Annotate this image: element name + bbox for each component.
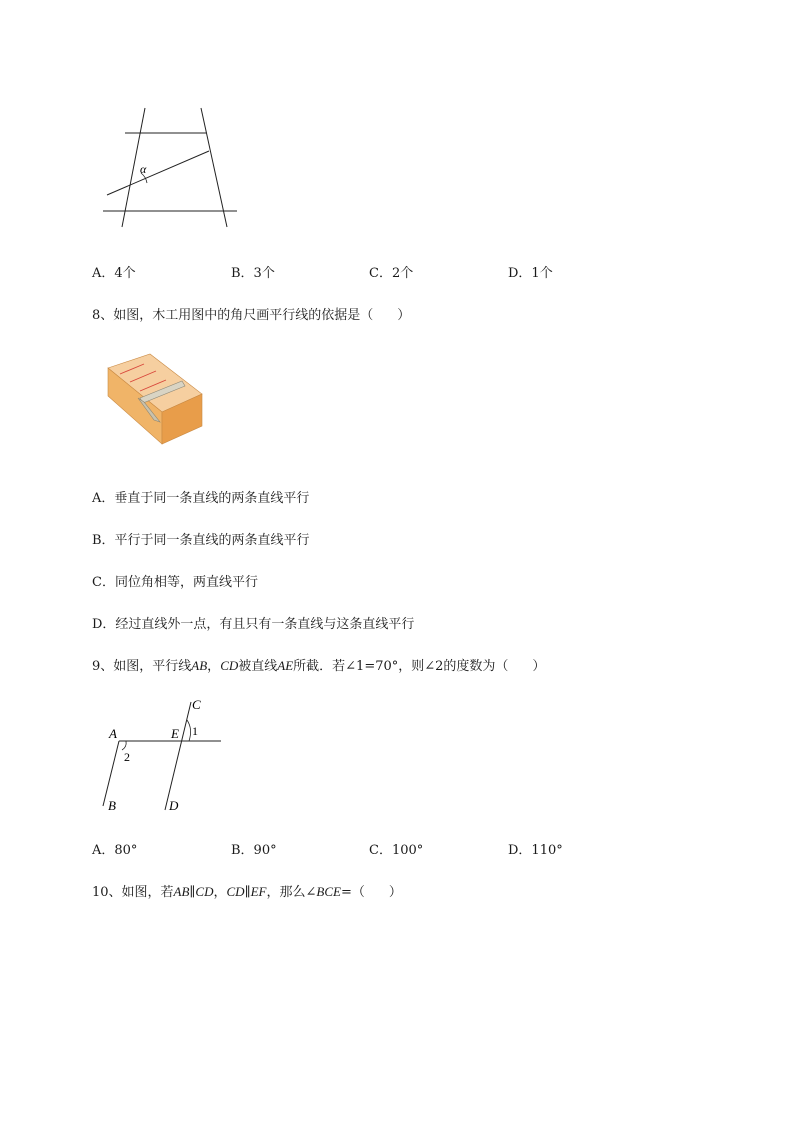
q9-ab: AB [191,658,208,673]
q7-option-d[interactable]: D．1个 [508,266,553,281]
q8-carpenter-square-figure [104,350,206,446]
q9-label-d: D [169,798,179,813]
q9-text-d: 所截．若∠1=70°，则∠2的度数为（ [293,659,509,674]
q8-option-b[interactable]: B．平行于同一条直线的两条直线平行 [92,533,310,548]
q7-option-c[interactable]: C．2个 [369,266,414,281]
q9-label-1: 1 [192,724,198,738]
q9-label-e: E [171,726,179,741]
q9-text-b: ， [207,659,221,674]
q8-question-close: ） [397,308,411,323]
q9-line-cd [165,702,191,810]
q9-angle-1-arc [187,720,191,741]
q9-option-a[interactable]: A．80° [92,843,138,858]
q9-angle-2-arc [122,741,126,750]
q7-figure [95,100,245,235]
q10-text-c: ，那么∠ [266,885,317,900]
q7-slant-line [107,151,209,195]
q7-option-a[interactable]: A．4个 [92,266,136,281]
q9-line-ab [103,741,119,806]
q10-text-b: ， [213,885,227,900]
q9-cd: CD [220,658,239,673]
q9-label-a: A [109,726,117,741]
q7-option-b[interactable]: B．3个 [231,266,275,281]
q9-text-e: ） [532,659,546,674]
q10-text-a: 10、如图，若 [92,885,174,900]
q9-label-c: C [192,697,201,712]
q10-bce: BCE [316,884,341,899]
q10-text-e: ） [388,885,402,900]
q9-ae: AE [277,658,294,673]
q8-option-d[interactable]: D．经过直线外一点，有且只有一条直线与这条直线平行 [92,617,415,632]
q7-right-line [201,108,227,227]
q8-question-text: 8、如图，木工用图中的角尺画平行线的依据是（ [92,308,374,323]
q9-option-c[interactable]: C．100° [369,843,424,858]
q8-option-a[interactable]: A．垂直于同一条直线的两条直线平行 [92,491,310,506]
q9-label-b: B [108,798,116,813]
q8-question [92,304,410,323]
q9-label-2: 2 [124,750,130,764]
q10-ab-cd: AB∥CD [173,884,214,899]
q10-text-d: =（ [340,885,365,900]
q9-figure [98,695,226,817]
q9-option-b[interactable]: B．90° [231,843,277,858]
q9-question [92,655,545,674]
q10-cd-ef: CD∥EF [226,884,267,899]
q7-alpha-label: α [140,162,147,176]
q9-text-a: 9、如图，平行线 [92,659,192,674]
q9-option-d[interactable]: D．110° [508,843,563,858]
q9-text-c: 被直线 [238,659,278,674]
q10-question [92,881,402,900]
q8-option-c[interactable]: C．同位角相等，两直线平行 [92,575,258,590]
